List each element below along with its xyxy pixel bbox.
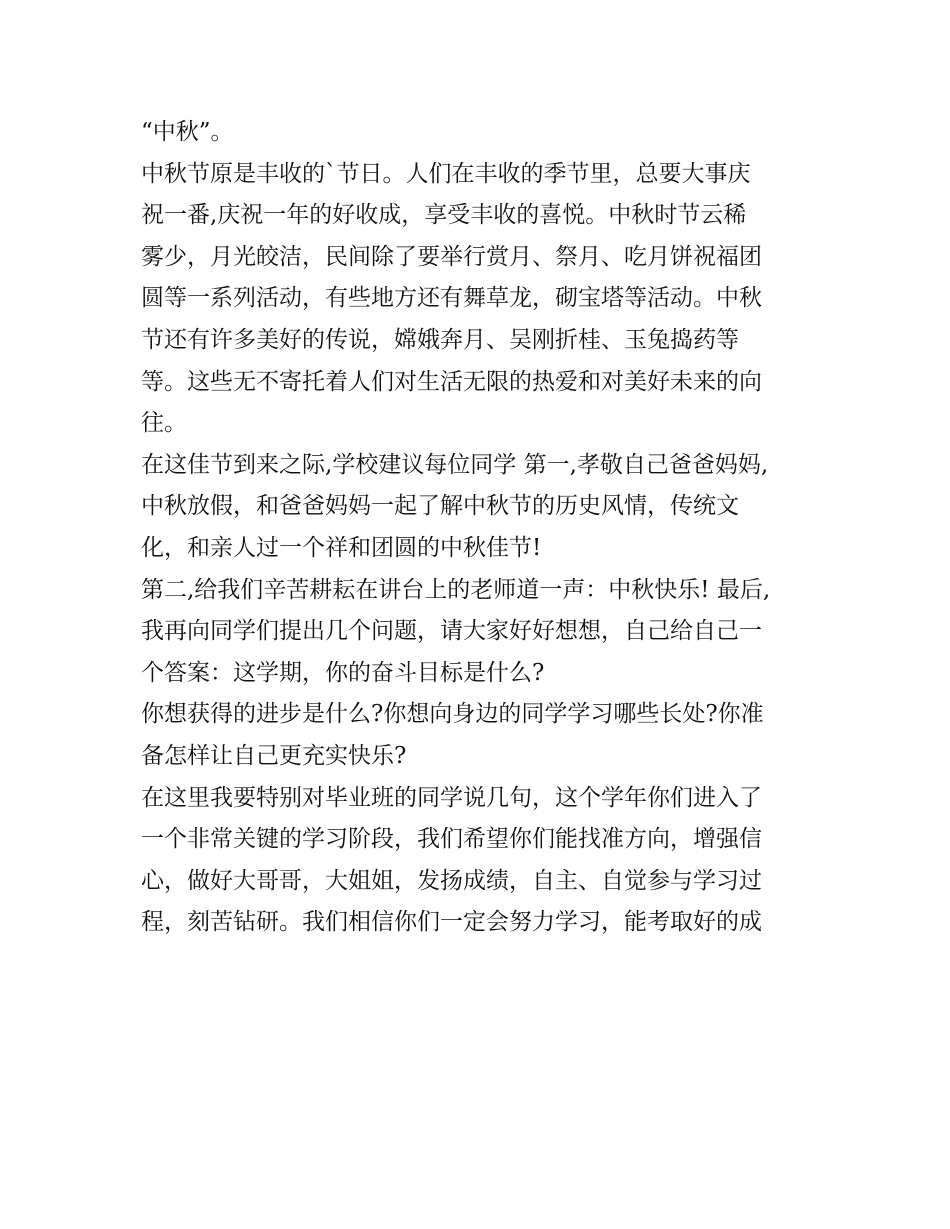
text-line: 程，刻苦钻研。我们相信你们一定会努力学习，能考取好的成 bbox=[141, 909, 762, 936]
text-line: 一个非常关键的学习阶段，我们希望你们能找准方向，增强信 bbox=[141, 826, 762, 853]
text-line: 圆等一系列活动，有些地方还有舞草龙，砌宝塔等活动。中秋 bbox=[141, 285, 762, 312]
text-line: 等。这些无不寄托着人们对生活无限的热爱和对美好未来的向 bbox=[141, 368, 762, 395]
text-line: 中秋节原是丰收的`节日。人们在丰收的季节里，总要大事庆 bbox=[141, 160, 751, 187]
text-line: 往。 bbox=[141, 410, 187, 437]
document-body bbox=[141, 112, 816, 944]
text-line: 祝一番,庆祝一年的好收成，享受丰收的喜悦。中秋时节云稀 bbox=[141, 202, 747, 229]
text-line: 个答案：这学期，你的奋斗目标是什么? bbox=[141, 659, 545, 686]
text-line: 雾少，月光皎洁，民间除了要举行赏月、祭月、吃月饼祝福团 bbox=[141, 243, 762, 270]
text-line: “中秋”。 bbox=[141, 119, 234, 145]
text-line: 你想获得的进步是什么?你想向身边的同学学习哪些长处?你准 bbox=[141, 701, 764, 728]
text-line: 心，做好大哥哥，大姐姐，发扬成绩，自主、自觉参与学习过 bbox=[141, 867, 762, 894]
text-line: 第二,给我们辛苦耕耘在讲台上的老师道一声：中秋快乐! 最后, bbox=[141, 576, 771, 603]
text-line: 化，和亲人过一个祥和团圆的中秋佳节! bbox=[141, 534, 542, 561]
text-line: 节还有许多美好的传说，嫦娥奔月、吴刚折桂、玉兔捣药等 bbox=[141, 326, 739, 353]
text-line: 在这佳节到来之际,学校建议每位同学 第一,孝敬自己爸爸妈妈, bbox=[141, 451, 769, 478]
text-line: 中秋放假，和爸爸妈妈一起了解中秋节的历史风情，传统文 bbox=[141, 493, 739, 520]
text-line: 备怎样让自己更充实快乐? bbox=[141, 742, 407, 769]
text-line: 我再向同学们提出几个问题，请大家好好想想，自己给自己一 bbox=[141, 618, 762, 645]
text-line: 在这里我要特别对毕业班的同学说几句，这个学年你们进入了 bbox=[141, 784, 762, 811]
